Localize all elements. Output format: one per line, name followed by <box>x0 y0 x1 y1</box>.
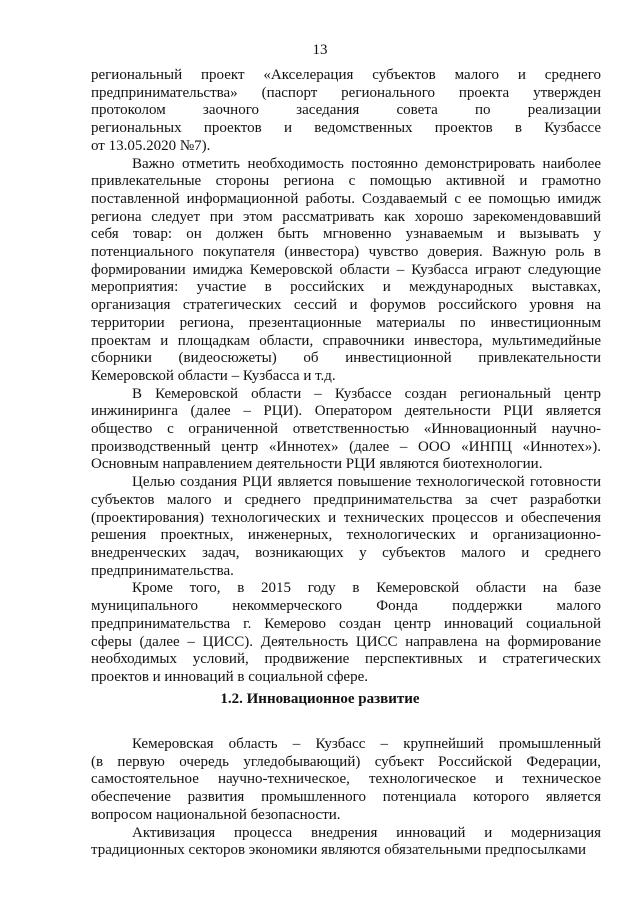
text-line: региональный проект «Акселерация субъектов малого и среднего <box>91 67 601 83</box>
text-line: Основным направлением деятельности РЦИ являются биотехнологии. <box>91 456 543 473</box>
paragraph <box>91 156 601 386</box>
text-line: вопросом национальной безопасности. <box>91 806 341 823</box>
section-heading: 1.2. Инновационное развитие <box>220 691 420 707</box>
text-line: проектов и инноваций в социальной сфере. <box>91 668 368 685</box>
text-line: мероприятия: участие в российских и международных выставках, <box>91 279 601 296</box>
text-line: обеспечение развития промышленного потенциала которого является <box>91 789 601 806</box>
paragraph <box>91 386 601 475</box>
text-line: внедренческих задач, возникающих у субъектов малого и среднего <box>91 544 601 561</box>
text-line: (проектирования) технологических и технических процессов и обеспечения <box>91 509 601 526</box>
text-line: Важно отметить необходимость постоянно демонстрировать наиболее <box>132 155 601 172</box>
text-line: традиционных секторов экономики являются обязательными предпосылками <box>91 842 587 859</box>
text-line: Активизация процесса внедрения инноваций и модернизация <box>132 824 601 841</box>
text-line: предпринимательства. <box>91 562 234 579</box>
text-line: региональных проектов и ведомственных проектов в Кузбассе <box>91 120 601 137</box>
text-line: субъектов малого и среднего предпринимательства за счет разработки <box>91 491 601 508</box>
body-text-top <box>91 67 601 687</box>
text-line: производственный центр «Иннотех» (далее – ООО «ИНПЦ «Иннотех»). <box>91 438 601 455</box>
text-line: территории региона, презентационные материалы по инвестиционным <box>91 314 601 331</box>
text-line: предпринимательства г. Кемерово создан центр инноваций социальной <box>91 615 601 632</box>
text-line: сборники (видеосюжеты) об инвестиционной привлекательности <box>91 350 601 367</box>
text-line: сферы (далее – ЦИСС). Деятельность ЦИСС направлена на формирование <box>91 633 601 650</box>
text-line: необходимых условий, продвижение перспективных и стратегических <box>91 651 601 668</box>
text-line: общество с ограниченной ответственностью «Инновационный научно- <box>91 421 601 438</box>
body-text-section <box>91 736 601 860</box>
text-line: В Кемеровской области – Кузбассе создан региональный центр <box>132 385 601 402</box>
text-line: себя товар: он должен быть мгновенно узнаваемым и вызывать у <box>91 226 601 243</box>
text-line: организация стратегических сессий и форумов российского уровня на <box>91 297 601 314</box>
text-line: привлекательные стороны региона с помощью активной и грамотно <box>91 173 601 190</box>
paragraph <box>91 67 601 156</box>
text-line: муниципального некоммерческого Фонда поддержки малого <box>91 598 601 615</box>
text-line: Кемеровская область – Кузбасс – крупнейший промышленный <box>132 736 601 752</box>
text-line: решения проектных, инженерных, технологических и организационно- <box>91 527 601 544</box>
paragraph <box>91 580 601 686</box>
text-line: предпринимательства» (паспорт регионального проекта утвержден <box>91 84 601 101</box>
text-line: поставленной информационной работы. Создаваемый с ее помощью имидж <box>91 190 601 207</box>
text-line: самостоятельное научно-техническое, технологическое и техническое <box>91 771 601 788</box>
page-number: 13 <box>312 42 328 58</box>
paragraph <box>91 474 601 580</box>
text-line: от 13.05.2020 №7). <box>91 137 211 154</box>
text-line: Кроме того, в 2015 году в Кемеровской области на базе <box>132 580 601 597</box>
text-line: региона следует при этом рассматривать как хорошо зарекомендовавший <box>91 208 601 225</box>
text-line: потенциального покупателя (инвестора) чувство доверия. Важную роль в <box>91 244 601 261</box>
text-line: протоколом заочного заседания совета по реализации <box>91 102 601 119</box>
paragraph <box>91 825 601 860</box>
text-line: формировании имиджа Кемеровской области – Кузбасса играют следующие <box>91 261 601 278</box>
text-line: проектам и площадкам области, справочники инвестора, мультимедийные <box>91 332 601 349</box>
text-line: инжиниринга (далее – РЦИ). Оператором деятельности РЦИ является <box>91 403 601 420</box>
paragraph <box>91 736 601 825</box>
text-line: (в первую очередь угледобывающий) субъект Российской Федерации, <box>91 753 601 770</box>
text-line: Целью создания РЦИ является повышение технологической готовности <box>132 474 601 491</box>
text-line: Кемеровской области – Кузбасса и т.д. <box>91 367 336 384</box>
